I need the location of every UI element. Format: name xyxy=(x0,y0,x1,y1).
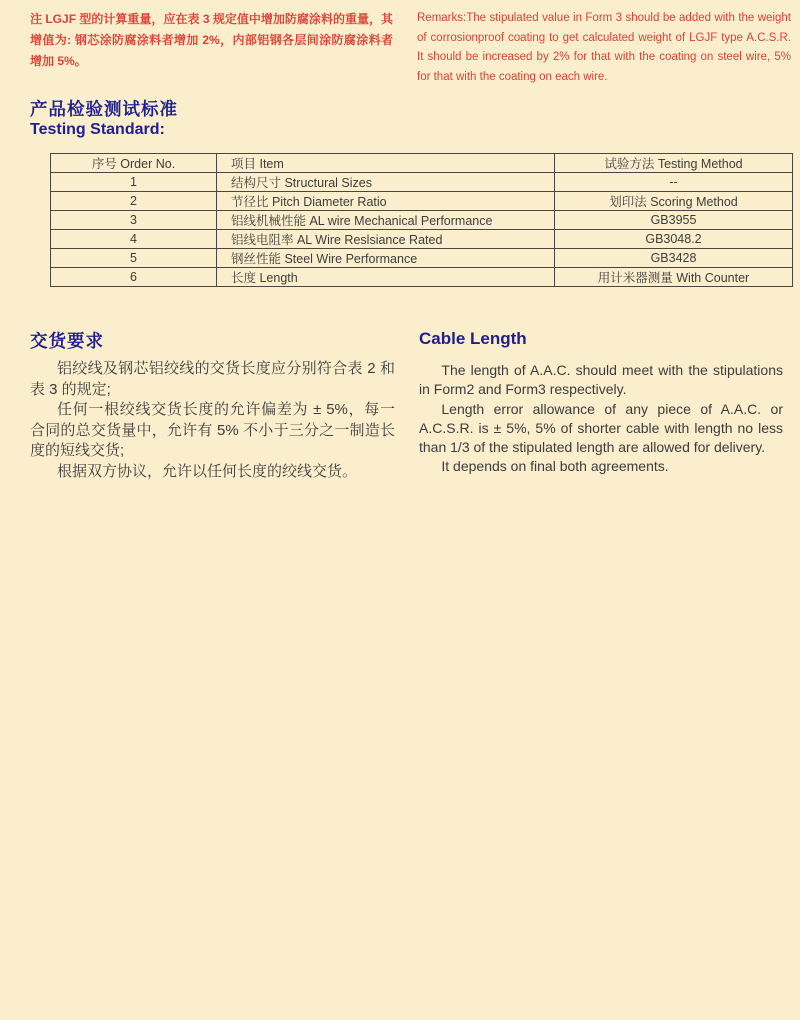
table-row xyxy=(51,230,793,249)
cell-order-no: 6 xyxy=(51,268,217,287)
cell-order-no: 5 xyxy=(51,249,217,268)
delivery-requirements-title: 交货要求 xyxy=(30,331,104,351)
table-row xyxy=(51,211,793,230)
col-header-item: 项目 Item xyxy=(217,154,555,173)
cell-item: 长度 Length xyxy=(217,268,555,287)
cell-method: 用计米器测量 With Counter xyxy=(555,268,793,287)
col-header-testing-method: 试验方法 Testing Method xyxy=(555,154,793,173)
cell-order-no: 2 xyxy=(51,192,217,211)
testing-standard-title-zh: 产品检验测试标准 xyxy=(30,99,178,119)
cell-order-no: 1 xyxy=(51,173,217,192)
col-header-order-no: 序号 Order No. xyxy=(51,154,217,173)
table-header-row xyxy=(51,154,793,173)
remark-note-zh: 注 LGJF 型的计算重量，应在表 3 规定值中增加防腐涂料的重量，其增值为: 钢芯涂防腐涂料者增加 2%，内部铝钢各层间涂防腐涂料者增加 5%。 xyxy=(30,12,393,68)
cell-item: 结构尺寸 Structural Sizes xyxy=(217,173,555,192)
cell-method: -- xyxy=(555,173,793,192)
cell-item: 钢丝性能 Steel Wire Performance xyxy=(217,249,555,268)
cell-item: 铝线机械性能 AL wire Mechanical Performance xyxy=(217,211,555,230)
cell-method: GB3955 xyxy=(555,211,793,230)
paragraph: The length of A.A.C. should meet with the stipulations in Form2 and Form3 respectively. xyxy=(419,362,783,398)
table-row xyxy=(51,192,793,211)
paragraph: 任何一根绞线交货长度的允许偏差为 ± 5%，每一合同的总交货量中，允许有 5% 不小于三分之一制造长度的短线交货; xyxy=(30,401,395,459)
cell-item: 铝线电阻率 AL Wire Reslsiance Rated xyxy=(217,230,555,249)
paragraph: It depends on final both agreements. xyxy=(441,458,669,475)
paragraph: Length error allowance of any piece of A.A.C. or A.C.S.R. is ± 5%, 5% of shorter cable with length no less than 1/3 of the stipulated length are allowed for delivery. xyxy=(419,400,783,456)
testing-standard-title-en: Testing Standard: xyxy=(30,121,165,138)
cell-method: 划印法 Scoring Method xyxy=(555,192,793,211)
cell-order-no: 4 xyxy=(51,230,217,249)
paragraph: 根据双方协议，允许以任何长度的绞线交货。 xyxy=(57,462,358,480)
cell-order-no: 3 xyxy=(51,211,217,230)
remark-note-en: Remarks:The stipulated value in Form 3 should be added with the weight of corrosionproof coating to get calculated weight of LGJF type A.C.S.R. It should be increased by 2% for that with the coating on steel wire, 5% for that with the coating on each wire. xyxy=(417,12,791,83)
testing-standard-table xyxy=(50,153,793,287)
cell-method: GB3048.2 xyxy=(555,230,793,249)
paragraph: 铝绞线及钢芯铝绞线的交货长度应分别符合表 2 和表 3 的规定; xyxy=(30,360,395,398)
delivery-requirements-text xyxy=(30,359,395,482)
table-row xyxy=(51,268,793,287)
cell-method: GB3428 xyxy=(555,249,793,268)
cable-length-title: Cable Length xyxy=(419,329,527,348)
cable-length-text xyxy=(419,361,783,477)
table-row xyxy=(51,173,793,192)
table-row xyxy=(51,249,793,268)
cell-item: 节径比 Pitch Diameter Ratio xyxy=(217,192,555,211)
